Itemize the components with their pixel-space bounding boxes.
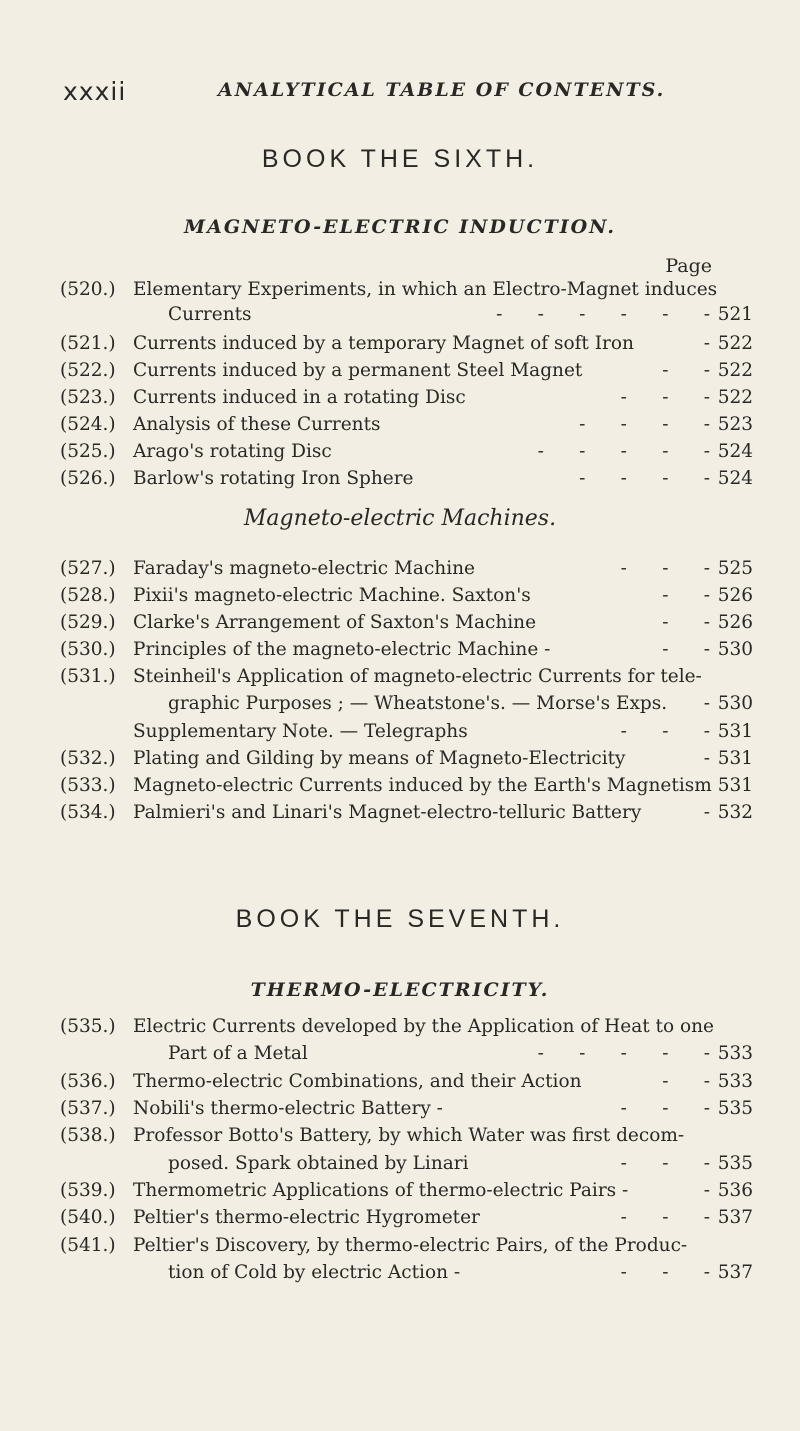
toc-entry <box>0 465 800 492</box>
entry-number: (539.) <box>60 1180 116 1201</box>
entry-leader: - - - - - - <box>496 304 710 325</box>
toc-entry <box>0 330 800 357</box>
entry-number: (534.) <box>60 802 116 823</box>
entry-number: (533.) <box>60 775 116 796</box>
entry-number: (522.) <box>60 360 116 381</box>
section-heading: Magneto-electric Machines. <box>243 506 557 531</box>
entry-text: Analysis of these Currents <box>133 414 381 435</box>
toc-entry <box>0 276 800 303</box>
entry-text: Arago's rotating Disc <box>133 441 332 462</box>
page-column-label: Page <box>665 255 712 277</box>
entry-text: Nobili's thermo-electric Battery - <box>133 1098 443 1119</box>
entry-page-number: 525 <box>717 558 753 579</box>
toc-entry <box>0 357 800 384</box>
entry-page-number: 522 <box>717 360 753 381</box>
entry-number: (537.) <box>60 1098 116 1119</box>
entry-number: (541.) <box>60 1235 116 1256</box>
entry-number: (525.) <box>60 441 116 462</box>
entry-number: (535.) <box>60 1016 116 1037</box>
entry-page-number: 532 <box>717 802 753 823</box>
entry-text: Peltier's Discovery, by thermo-electric Pairs, of the Produc- <box>133 1235 688 1256</box>
entry-number: (524.) <box>60 414 116 435</box>
entry-page-number: 526 <box>717 612 753 633</box>
entry-text: Currents induced in a rotating Disc <box>133 387 466 408</box>
entry-text: Thermo-electric Combinations, and their Action <box>133 1071 582 1092</box>
entry-page-number: 523 <box>717 414 753 435</box>
entry-text: Currents induced by a temporary Magnet of soft Iron <box>133 333 634 354</box>
entry-page-number: 530 <box>717 693 753 714</box>
entry-text: Currents <box>168 304 252 325</box>
book-six-subject: MAGNETO-ELECTRIC INDUCTION. <box>184 216 616 238</box>
toc-entry <box>0 772 800 799</box>
entry-number: (528.) <box>60 585 116 606</box>
toc-entry <box>0 438 800 465</box>
entry-text: Clarke's Arrangement of Saxton's Machine <box>133 612 537 633</box>
entry-leader: - - - <box>620 1153 710 1174</box>
entry-text: Plating and Gilding by means of Magneto-Electricity <box>133 748 626 769</box>
entry-page-number: 537 <box>717 1262 753 1283</box>
toc-entry <box>0 690 800 717</box>
entry-leader: - <box>703 693 710 714</box>
toc-entry <box>0 1204 800 1231</box>
entry-text: Currents induced by a permanent Steel Magnet <box>133 360 583 381</box>
entry-number: (540.) <box>60 1207 116 1228</box>
entry-page-number: 536 <box>717 1180 753 1201</box>
entry-page-number: 521 <box>717 304 753 325</box>
toc-entry <box>0 411 800 438</box>
toc-entry <box>0 1177 800 1204</box>
entry-page-number: 533 <box>717 1071 753 1092</box>
entry-page-number: 524 <box>717 468 753 489</box>
entry-page-number: 537 <box>717 1207 753 1228</box>
toc-entry <box>0 1232 800 1259</box>
entry-leader: - - - - <box>579 468 710 489</box>
toc-entry <box>0 1068 800 1095</box>
book-seven-title: BOOK THE SEVENTH. <box>235 905 565 933</box>
toc-entry <box>0 301 800 328</box>
toc-entry <box>0 663 800 690</box>
entry-number: (531.) <box>60 666 116 687</box>
toc-entry <box>0 745 800 772</box>
entry-leader: - <box>703 748 710 769</box>
book-six-title: BOOK THE SIXTH. <box>261 145 539 173</box>
entry-text: Part of a Metal <box>168 1043 308 1064</box>
entry-leader: - - - <box>620 387 710 408</box>
toc-entry <box>0 1150 800 1177</box>
toc-entry <box>0 384 800 411</box>
toc-entry <box>0 609 800 636</box>
entry-text: Principles of the magneto-electric Machine - <box>133 639 551 660</box>
running-title: ANALYTICAL TABLE OF CONTENTS. <box>218 79 666 101</box>
entry-leader: - - <box>662 585 710 606</box>
entry-number: (530.) <box>60 639 116 660</box>
entry-text: Palmieri's and Linari's Magnet-electro-telluric Battery <box>133 802 642 823</box>
entry-leader: - - <box>662 360 710 381</box>
entry-leader: - - - <box>620 558 710 579</box>
entry-leader: - - - - <box>579 414 710 435</box>
entry-text: posed. Spark obtained by Linari <box>168 1153 469 1174</box>
entry-page-number: 522 <box>717 333 753 354</box>
entry-page-number: 533 <box>717 1043 753 1064</box>
entry-page-number: 524 <box>717 441 753 462</box>
entry-leader: - - <box>662 1071 710 1092</box>
toc-entry <box>0 1095 800 1122</box>
entry-number: (532.) <box>60 748 116 769</box>
toc-entry <box>0 1122 800 1149</box>
entry-leader: - <box>703 333 710 354</box>
entry-number: (520.) <box>60 279 116 300</box>
toc-entry <box>0 582 800 609</box>
entry-text: Peltier's thermo-electric Hygrometer <box>133 1207 480 1228</box>
entry-text: Pixii's magneto-electric Machine. Saxton's <box>133 585 531 606</box>
toc-entry <box>0 1259 800 1286</box>
toc-entry <box>0 1040 800 1067</box>
entry-leader: - - - <box>620 721 710 742</box>
toc-entry <box>0 1013 800 1040</box>
toc-entry <box>0 636 800 663</box>
entry-number: (529.) <box>60 612 116 633</box>
entry-page-number: 531 <box>717 775 753 796</box>
entry-number: (536.) <box>60 1071 116 1092</box>
entry-text: Faraday's magneto-electric Machine <box>133 558 476 579</box>
entry-text: graphic Purposes ; — Wheatstone's. — Morse's Exps. <box>168 693 668 714</box>
entry-text: tion of Cold by electric Action - <box>168 1262 461 1283</box>
entry-text: Thermometric Applications of thermo-electric Pairs - <box>133 1180 629 1201</box>
entry-leader: - <box>703 1180 710 1201</box>
running-head <box>63 77 760 107</box>
entry-page-number: 531 <box>717 721 753 742</box>
entry-leader: - - - <box>620 1262 710 1283</box>
entry-text: Steinheil's Application of magneto-electric Currents for tele- <box>133 666 702 687</box>
entry-text: Supplementary Note. — Telegraphs <box>133 721 468 742</box>
entry-number: (523.) <box>60 387 116 408</box>
toc-entry <box>0 555 800 582</box>
entry-text: Magneto-electric Currents induced by the Earth's Magnetism <box>133 775 712 796</box>
entry-number: (521.) <box>60 333 116 354</box>
entry-number: (527.) <box>60 558 116 579</box>
entry-leader: - - <box>662 639 710 660</box>
entry-page-number: 522 <box>717 387 753 408</box>
entry-leader: - - <box>662 612 710 633</box>
entry-leader: - - - - - <box>537 441 710 462</box>
entry-number: (526.) <box>60 468 116 489</box>
toc-entry <box>0 799 800 826</box>
entry-page-number: 535 <box>717 1098 753 1119</box>
entry-leader: - - - <box>620 1098 710 1119</box>
entry-leader: - <box>703 802 710 823</box>
entry-page-number: 535 <box>717 1153 753 1174</box>
entry-page-number: 530 <box>717 639 753 660</box>
book-seven-subject: THERMO-ELECTRICITY. <box>250 979 550 1001</box>
toc-entry <box>0 718 800 745</box>
entry-text: Barlow's rotating Iron Sphere <box>133 468 414 489</box>
entry-number: (538.) <box>60 1125 116 1146</box>
entry-leader: - - - <box>620 1207 710 1228</box>
folio-number: xxxii <box>63 77 127 106</box>
entry-page-number: 531 <box>717 748 753 769</box>
entry-page-number: 526 <box>717 585 753 606</box>
entry-text: Electric Currents developed by the Application of Heat to one <box>133 1016 715 1037</box>
entry-text: Professor Botto's Battery, by which Water was first decom- <box>133 1125 685 1146</box>
entry-text: Elementary Experiments, in which an Electro-Magnet induces <box>133 279 718 300</box>
entry-leader: - - - - - <box>537 1043 710 1064</box>
